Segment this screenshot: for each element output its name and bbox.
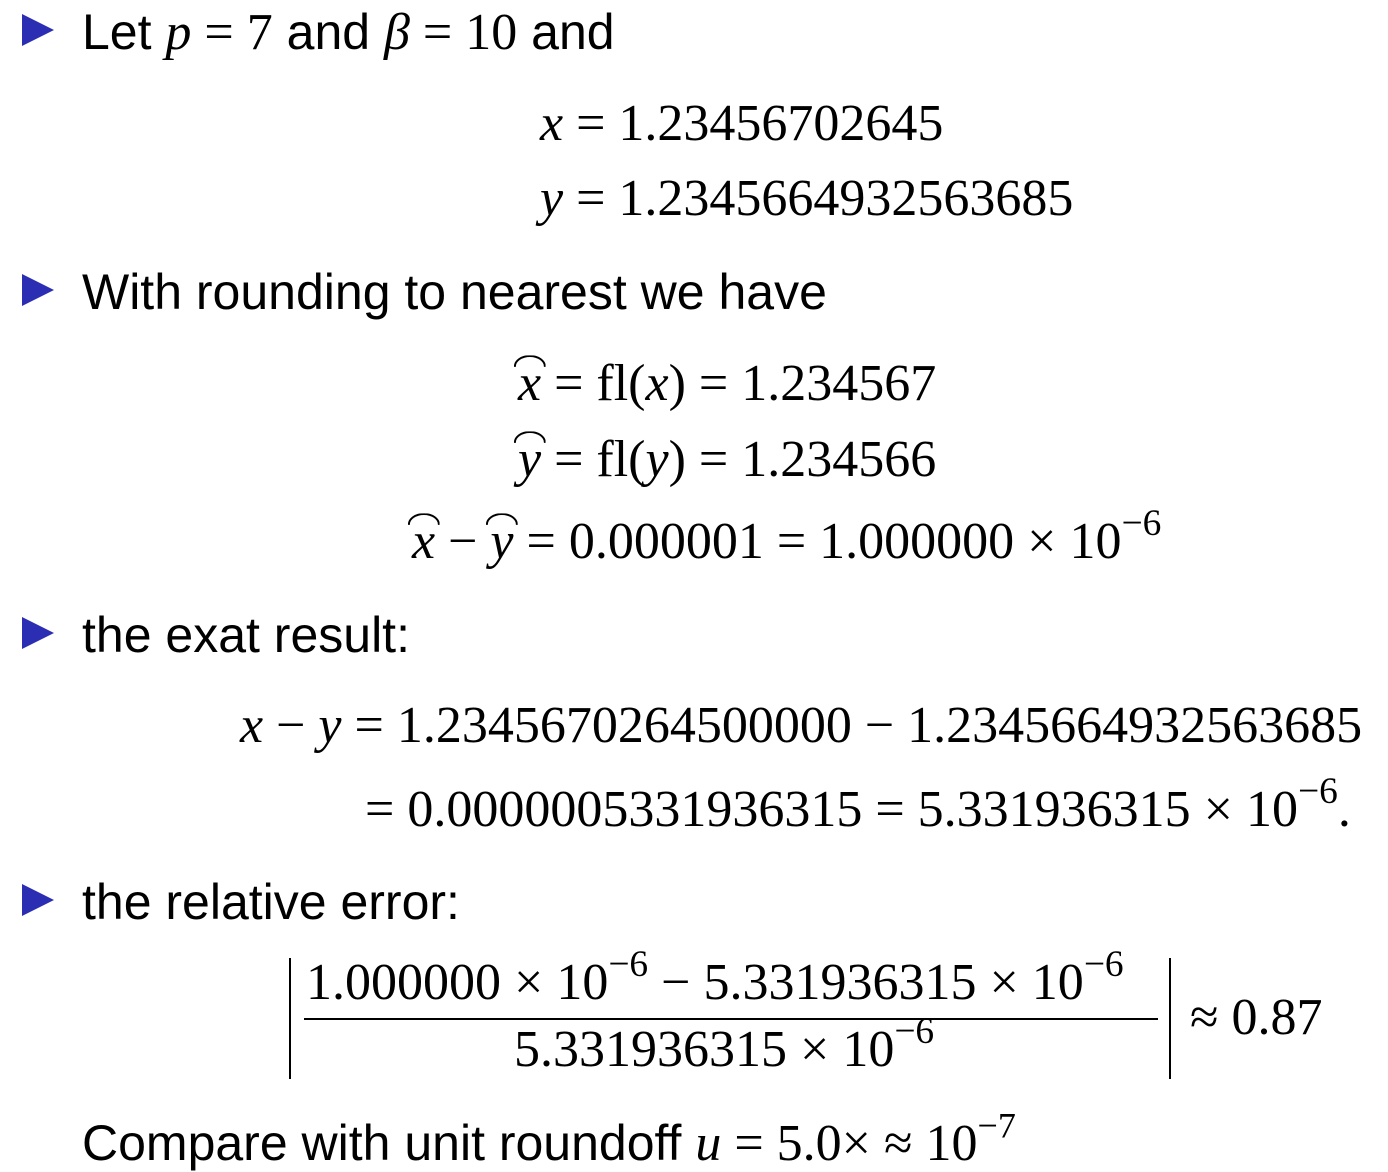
- y-var: y: [540, 170, 564, 227]
- approx-result: ≈ 0.87: [1190, 989, 1323, 1046]
- yhat-fl: = fl(: [541, 431, 646, 488]
- diff-xhat: x: [412, 513, 436, 570]
- diff-rhs: = 0.000001 = 1.000000 × 10: [513, 513, 1122, 570]
- bullet-text-3: the exat result:: [82, 607, 410, 663]
- bullet-text-2: With rounding to nearest we have: [82, 264, 827, 320]
- u-var: u: [695, 1115, 722, 1172]
- bullet-marker-2: [22, 274, 54, 306]
- y-value: = 1.2345664932563685: [563, 170, 1074, 227]
- bullet-marker-4: [22, 884, 54, 916]
- bullet-text-4: the relative error:: [82, 874, 460, 930]
- var-p: p: [165, 4, 192, 61]
- x-value: = 1.23456702645: [563, 95, 944, 152]
- fraction-numerator: [306, 943, 1124, 1011]
- eq-xhat: [518, 355, 937, 412]
- yhat-arg: y: [645, 431, 669, 488]
- exact-x: x: [240, 697, 264, 754]
- exact-line2-exp: −6: [1297, 770, 1338, 812]
- exact-rhs: = 1.2345670264500000 − 1.2345664932563685: [341, 697, 1363, 754]
- bullet-marker-1: [22, 14, 54, 46]
- let-word: Let: [82, 4, 152, 60]
- diff-yhat: y: [490, 513, 514, 570]
- and-word-1: and: [286, 4, 371, 60]
- xhat-var: x: [518, 355, 542, 412]
- exact-y: y: [318, 697, 342, 754]
- u-exp: −7: [977, 1105, 1016, 1146]
- eq-beta: = 10: [409, 4, 518, 61]
- u-rhs: = 5.0× ≈ 10: [721, 1115, 978, 1172]
- den: 5.331936315 × 10: [514, 1021, 895, 1078]
- bullet-text-1: [82, 4, 615, 61]
- yhat-value: ) = 1.234566: [668, 431, 937, 488]
- num-a: 1.000000 × 10: [306, 954, 609, 1011]
- exact-line2-rhs: = 0.0000005331936315 = 5.331936315 × 10: [365, 781, 1298, 838]
- eq-yhat: [518, 431, 937, 488]
- abs-bar-right: [1169, 958, 1171, 1079]
- eq-hat-diff: [412, 502, 1162, 570]
- eq-exact-line1: [240, 697, 1363, 754]
- fraction-denominator: [514, 1010, 935, 1078]
- and-word-2: and: [531, 4, 615, 60]
- x-var: x: [540, 95, 564, 152]
- yhat-var: y: [518, 431, 542, 488]
- fraction-bar: [304, 1018, 1158, 1020]
- num-mid: − 5.331936315 × 10: [648, 954, 1084, 1011]
- exact-line2-end: .: [1337, 781, 1351, 838]
- eq-x: [540, 95, 944, 152]
- eq-exact-line2: [365, 770, 1351, 838]
- xhat-fl: = fl(: [541, 355, 646, 412]
- abs-bar-left: [289, 958, 291, 1079]
- xhat-value: ) = 1.234567: [668, 355, 937, 412]
- exact-minus: −: [263, 697, 319, 754]
- xhat-arg: x: [645, 355, 669, 412]
- num-b-exp: −6: [1083, 943, 1124, 985]
- diff-minus: −: [435, 513, 491, 570]
- bullet-marker-3: [22, 617, 54, 649]
- eq-p: = 7: [191, 4, 273, 61]
- compare-text: Compare with unit roundoff: [82, 1115, 682, 1171]
- diff-exp: −6: [1121, 502, 1162, 544]
- var-beta: β: [384, 4, 410, 61]
- num-a-exp: −6: [608, 943, 649, 985]
- compare-line: [82, 1105, 1016, 1172]
- den-exp: −6: [894, 1010, 935, 1052]
- eq-y: [540, 170, 1074, 227]
